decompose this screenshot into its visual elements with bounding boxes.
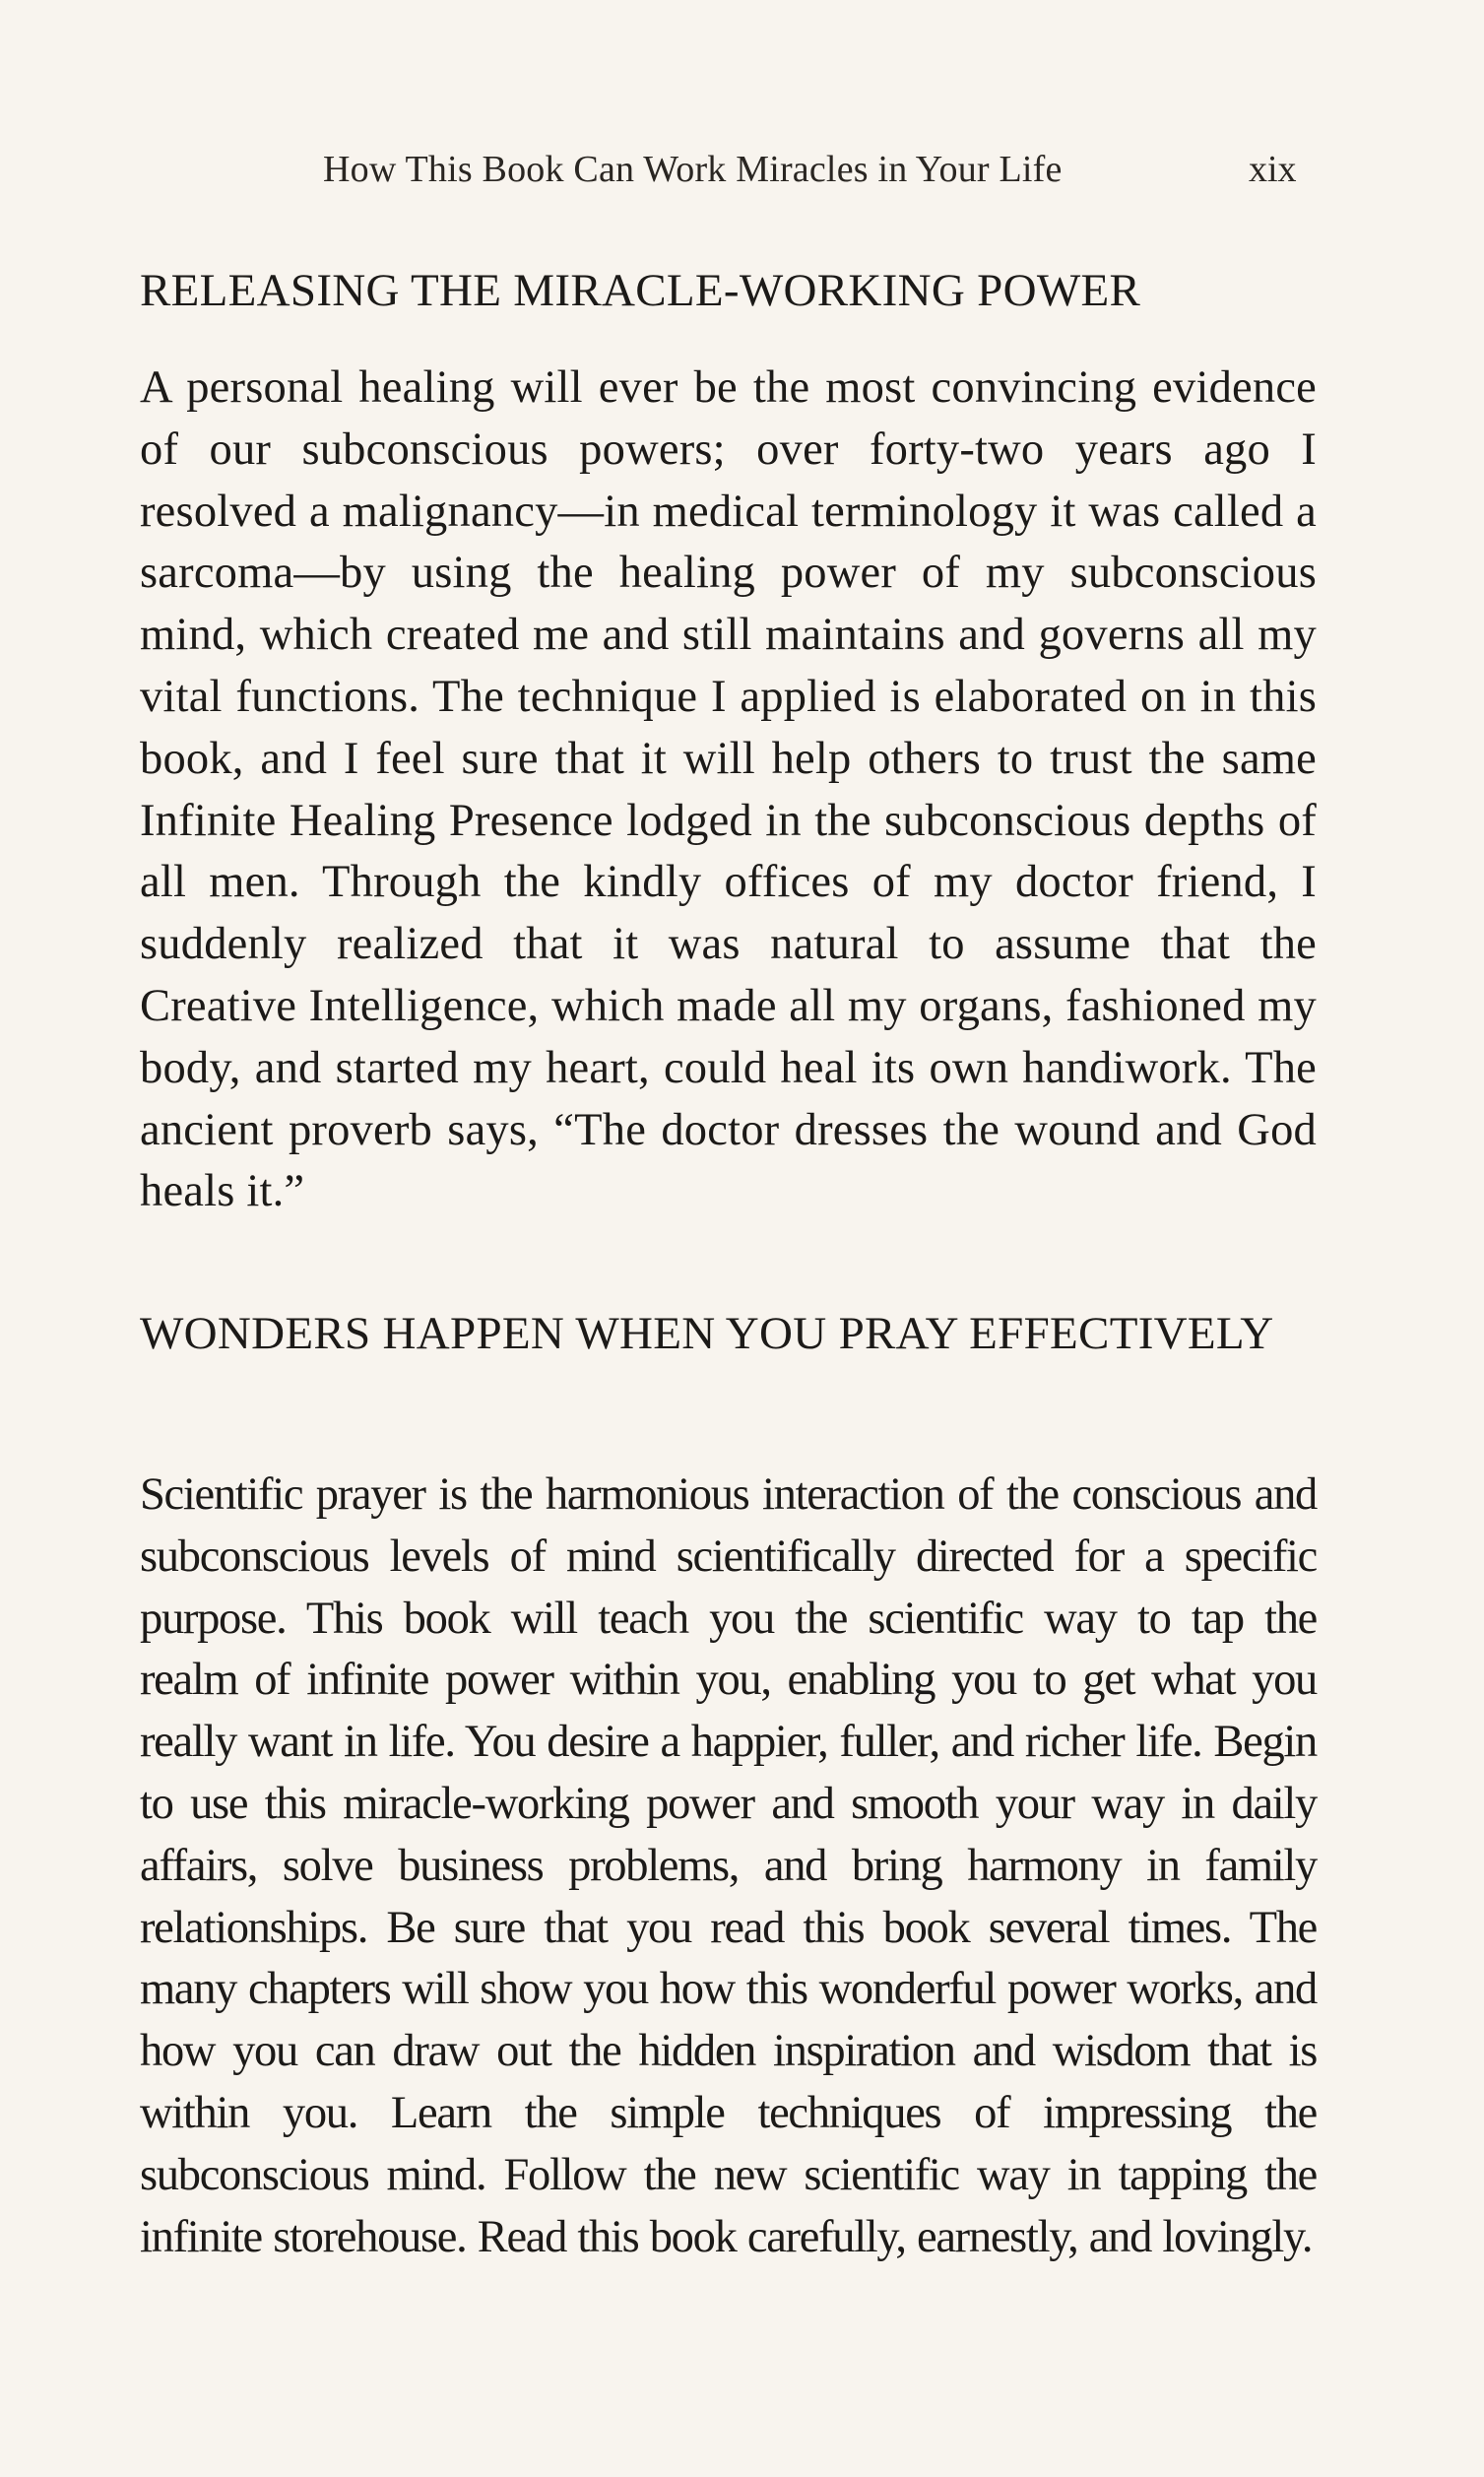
section-heading: RELEASING THE MIRACLE-WORKING POWER	[140, 265, 1141, 316]
section-paragraph: Scientific prayer is the harmonious interaction of the conscious and subconscious levels of mind scientifically directed for a specific purpose. This book will teach you the scientific way to tap the realm of infinite power within you, enabling you to get what you really want in life. You desire a happier, fuller, and richer life. Begin to use this miracle-working power and smooth your way in daily affairs, solve business problems, and bring harmony in family relationships. Be sure that you read this book several times. The many chapters will show you how this wonderful power works, and how you can draw out the hidden inspiration and wisdom that is within you. Learn the simple techniques of impressing the subconscious mind. Follow the new scientific way in tapping the infinite storehouse. Read this book carefully, earnestly, and lovingly.	[140, 1469, 1317, 2262]
page-number: xix	[1249, 149, 1297, 190]
section-heading: WONDERS HAPPEN WHEN YOU PRAY EFFECTIVELY	[140, 1308, 1274, 1359]
running-head: How This Book Can Work Miracles in Your Life	[323, 149, 1063, 190]
section-paragraph: A personal healing will ever be the most convincing evidence of our subconscious powers; over forty-two years ago I resolved a malignancy—in medical terminology it was called a sarcoma—by using the healing power of my subconscious mind, which created me and still maintains and governs all my vital functions. The technique I applied is elaborated on in this book, and I feel sure that it will help others to trust the same Infinite Healing Presence lodged in the subconscious depths of all men. Through the kindly offices of my doctor friend, I suddenly realized that it was natural to assume that the Creative Intelligence, which made all my organs, fashioned my body, and started my heart, could heal its own handiwork. The ancient proverb says, “The doctor dresses the wound and God heals it.”	[140, 362, 1317, 1217]
